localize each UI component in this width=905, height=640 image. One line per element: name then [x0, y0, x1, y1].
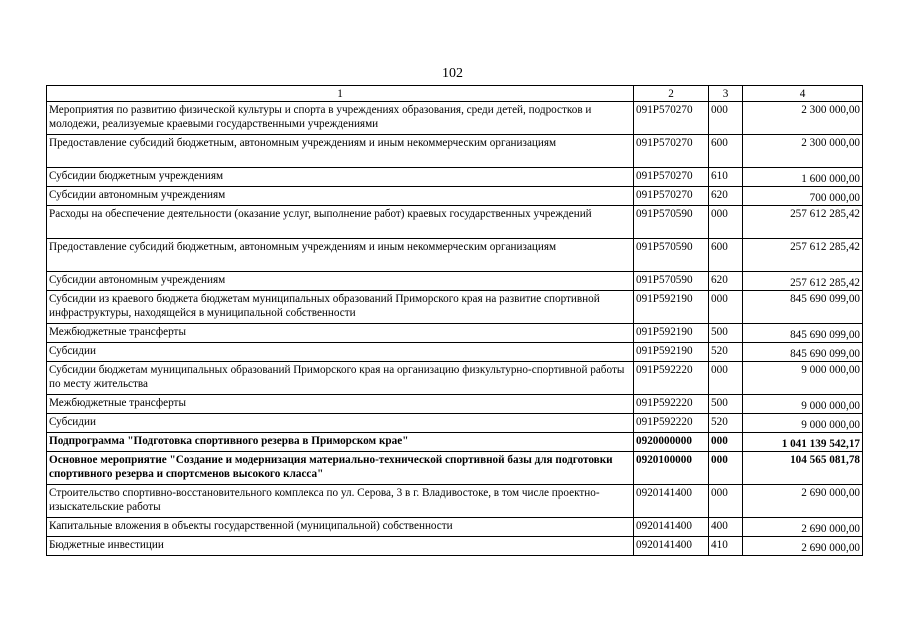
- row-name: Субсидии: [47, 414, 634, 433]
- table-row: [47, 324, 863, 343]
- table-row: [47, 518, 863, 537]
- row-kind: 500: [709, 324, 743, 343]
- row-name: Капитальные вложения в объекты государственной (муниципальной) собственности: [47, 518, 634, 537]
- row-name: Межбюджетные трансферты: [47, 395, 634, 414]
- table-row: [47, 343, 863, 362]
- row-kind: 000: [709, 291, 743, 324]
- table-row: [47, 362, 863, 395]
- row-code: 091P592190: [634, 291, 709, 324]
- table-row: [47, 102, 863, 135]
- row-kind: 520: [709, 343, 743, 362]
- page-number: 102: [442, 66, 463, 81]
- row-amount: 257 612 285,42: [743, 239, 863, 272]
- table-row-main-activity: [47, 452, 863, 485]
- table-row: [47, 239, 863, 272]
- row-name: Мероприятия по развитию физической культуры и спорта в учреждениях образования, среди детей, подростков и молодежи, реализуемые краевыми государственными учреждениями: [47, 102, 634, 135]
- row-amount: 104 565 081,78: [743, 452, 863, 485]
- row-code: 091P570590: [634, 239, 709, 272]
- table-row: [47, 537, 863, 556]
- row-kind: 610: [709, 168, 743, 187]
- row-code: 091P570590: [634, 272, 709, 291]
- row-amount: 9 000 000,00: [743, 362, 863, 395]
- table-row: [47, 395, 863, 414]
- header-col-1: 1: [47, 86, 634, 102]
- row-kind: 400: [709, 518, 743, 537]
- row-code: 091P570270: [634, 102, 709, 135]
- row-name: Субсидии бюджетным учреждениям: [47, 168, 634, 187]
- row-kind: 410: [709, 537, 743, 556]
- header-col-4: 4: [743, 86, 863, 102]
- row-name: Субсидии автономным учреждениям: [47, 272, 634, 291]
- table-header-row: [47, 86, 863, 102]
- row-name: Основное мероприятие "Создание и модернизация материально-технической спортивной базы для подготовки спортивного резерва и спортсменов высокого класса": [47, 452, 634, 485]
- row-amount: 9 000 000,00: [743, 414, 863, 433]
- row-code: 091P592190: [634, 343, 709, 362]
- table-row: [47, 485, 863, 518]
- header-col-3: 3: [709, 86, 743, 102]
- row-name: Предоставление субсидий бюджетным, автономным учреждениям и иным некоммерческим организациям: [47, 135, 634, 168]
- row-kind: 000: [709, 485, 743, 518]
- row-amount: 845 690 099,00: [743, 343, 863, 362]
- row-kind: 620: [709, 272, 743, 291]
- header-col-2: 2: [634, 86, 709, 102]
- row-amount: 2 300 000,00: [743, 102, 863, 135]
- row-amount: 2 690 000,00: [743, 485, 863, 518]
- row-kind: 000: [709, 102, 743, 135]
- table-row: [47, 291, 863, 324]
- row-kind: 000: [709, 362, 743, 395]
- row-name: Подпрограмма "Подготовка спортивного резерва в Приморском крае": [47, 433, 634, 452]
- row-code: 091P570270: [634, 135, 709, 168]
- row-amount: 845 690 099,00: [743, 324, 863, 343]
- row-code: 091P592220: [634, 414, 709, 433]
- table-row: [47, 168, 863, 187]
- row-name: Субсидии бюджетам муниципальных образований Приморского края на организацию физкультурно-спортивной работы по месту жительства: [47, 362, 634, 395]
- row-code: 0920000000: [634, 433, 709, 452]
- row-kind: 500: [709, 395, 743, 414]
- row-kind: 620: [709, 187, 743, 206]
- row-code: 091P570270: [634, 168, 709, 187]
- table-row-subprogram: [47, 433, 863, 452]
- table-row: [47, 135, 863, 168]
- table-row: [47, 206, 863, 239]
- row-amount: 2 300 000,00: [743, 135, 863, 168]
- row-code: 091P592190: [634, 324, 709, 343]
- row-code: 0920141400: [634, 537, 709, 556]
- row-kind: 600: [709, 135, 743, 168]
- row-code: 0920141400: [634, 485, 709, 518]
- row-name: Строительство спортивно-восстановительного комплекса по ул. Серова, 3 в г. Владивостоке, в том числе проектно-изыскательские работы: [47, 485, 634, 518]
- budget-table: [46, 85, 863, 556]
- row-code: 091P570270: [634, 187, 709, 206]
- row-code: 0920100000: [634, 452, 709, 485]
- row-amount: 1 041 139 542,17: [743, 433, 863, 452]
- row-kind: 520: [709, 414, 743, 433]
- row-code: 0920141400: [634, 518, 709, 537]
- row-code: 091P570590: [634, 206, 709, 239]
- row-amount: 257 612 285,42: [743, 272, 863, 291]
- row-name: Предоставление субсидий бюджетным, автономным учреждениям и иным некоммерческим организациям: [47, 239, 634, 272]
- table-row: [47, 187, 863, 206]
- row-amount: 2 690 000,00: [743, 537, 863, 556]
- table-row: [47, 414, 863, 433]
- row-kind: 000: [709, 206, 743, 239]
- row-amount: 845 690 099,00: [743, 291, 863, 324]
- row-name: Субсидии автономным учреждениям: [47, 187, 634, 206]
- row-name: Межбюджетные трансферты: [47, 324, 634, 343]
- row-amount: 257 612 285,42: [743, 206, 863, 239]
- row-amount: 2 690 000,00: [743, 518, 863, 537]
- row-name: Субсидии: [47, 343, 634, 362]
- row-amount: 9 000 000,00: [743, 395, 863, 414]
- row-amount: 700 000,00: [743, 187, 863, 206]
- row-amount: 1 600 000,00: [743, 168, 863, 187]
- row-kind: 000: [709, 433, 743, 452]
- row-name: Расходы на обеспечение деятельности (оказание услуг, выполнение работ) краевых государственных учреждений: [47, 206, 634, 239]
- row-name: Субсидии из краевого бюджета бюджетам муниципальных образований Приморского края на развитие спортивной инфраструктуры, находящейся в муниципальной собственности: [47, 291, 634, 324]
- table-row: [47, 272, 863, 291]
- row-kind: 600: [709, 239, 743, 272]
- row-code: 091P592220: [634, 395, 709, 414]
- row-name: Бюджетные инвестиции: [47, 537, 634, 556]
- row-kind: 000: [709, 452, 743, 485]
- row-code: 091P592220: [634, 362, 709, 395]
